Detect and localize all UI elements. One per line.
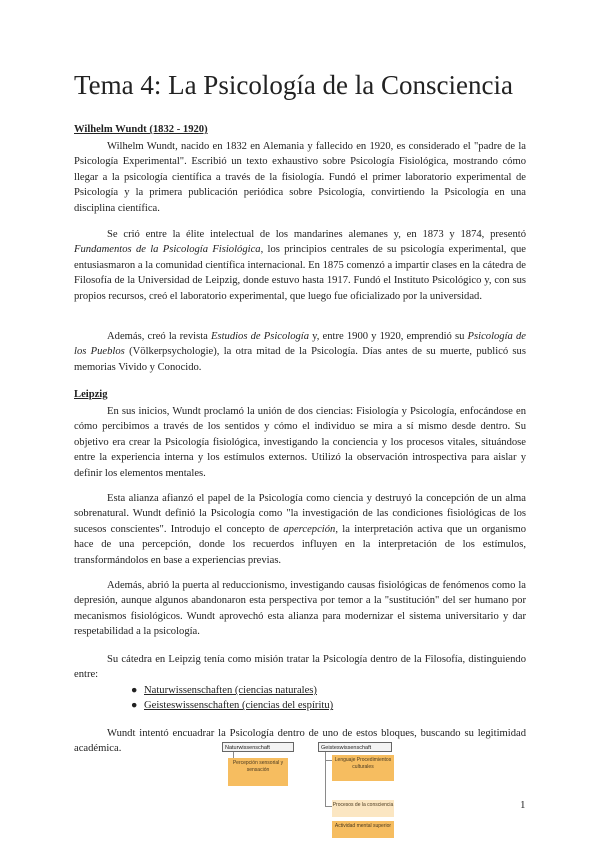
diagram-connector xyxy=(325,806,332,807)
science-list xyxy=(74,683,333,714)
paragraph-text: (Völkerpsychologie), la otra mitad de la Psicología. Días antes de su muerte, publicó sus memorias Vivido y Conocido. xyxy=(74,346,526,373)
journal-title: Estudios de Psicología xyxy=(210,331,310,342)
concept-term: apercepción xyxy=(283,523,336,535)
paragraph-leipzig-2 xyxy=(74,491,526,568)
paragraph-text: y, entre 1900 y 1920, emprendió su xyxy=(309,331,468,342)
diagram-box-actividad: Actividad mental superior xyxy=(332,821,394,838)
diagram-header-naturwissenschaft: Naturwissenschaft xyxy=(222,742,294,752)
diagram-box-lenguaje: Lenguaje Procedimientos culturales xyxy=(332,755,394,781)
paragraph-text: Se crió entre la élite intelectual de los mandarines alemanes y, en 1873 y 1874, presentó xyxy=(107,229,526,240)
paragraph-wundt-3 xyxy=(74,329,526,375)
paragraph-leipzig-4: Su cátedra en Leipzig tenía como misión tratar la Psicología dentro de la Filosofía, distinguiendo entre: xyxy=(74,654,526,681)
list-item-text: Naturwissenschaften (ciencias naturales) xyxy=(144,685,317,696)
paragraph-leipzig-5: Wundt intentó encuadrar la Psicología dentro de uno de estos bloques, buscando su legitimidad académica. xyxy=(74,728,526,755)
section-heading-wundt: Wilhelm Wundt (1832 - 1920) xyxy=(74,124,208,135)
diagram-box-procesos: Procesos de la consciencia xyxy=(332,800,394,817)
work-title: Psicología de los Pueblos xyxy=(74,331,526,358)
list-item xyxy=(74,698,333,713)
section-heading-leipzig: Leipzig xyxy=(74,389,108,400)
bullet-icon: ● xyxy=(131,685,138,696)
paragraph-leipzig-3: Además, abrió la puerta al reduccionismo, investigando causas fisiológicas de fenómenos como la depresión, aunque algunos abandonaron esta perspectiva por temor a la "sustitución" del ser humano por mecanismos fisiológicos. Wundt aprovechó esta alianza para modernizar el sistema universitario y dar respetabilidad a la psicología. xyxy=(74,580,526,638)
book-title: Fundamentos de la Psicología Fisiológica xyxy=(74,244,261,256)
page-number: 1 xyxy=(520,799,526,811)
paragraph-text: Además, creó la revista xyxy=(107,331,211,342)
diagram-header-geisteswissenschaft: Geisteswissenschaft xyxy=(318,742,392,752)
list-item-text: Geisteswissenschaften (ciencias del espíritu) xyxy=(144,700,334,712)
science-diagram xyxy=(222,742,416,848)
paragraph-leipzig-1: En sus inicios, Wundt proclamó la unión de dos ciencias: Fisiología y Psicología, enfocándose en cómo percibimos a través de los sentidos y cómo el individuo se mira a sí mismo desde dentro. Su objetivo era crear la Psicología fisiológica, investigando la conciencia y los procesos vitales, situándose entre la experiencia interna y los estímulos externos. Utilizó la observación introspectiva para aislar y definir los elementos mentales. xyxy=(74,406,526,479)
bullet-icon: ● xyxy=(131,700,138,712)
page-title: Tema 4: La Psicología de la Consciencia xyxy=(74,70,513,100)
diagram-connector xyxy=(325,760,332,761)
paragraph-wundt-1: Wilhelm Wundt, nacido en 1832 en Alemania y fallecido en 1920, es considerado el "padre de la Psicología Experimental". Escribió un texto exhaustivo sobre Psicología Fisiológica, mostrando cómo llegar a la psicología científica a través de la fisiología. Fundó el primer laboratorio experimental de Psicología y la primera publicación periódica sobre Psicología, convirtiendo la Psicología en una disciplina científica. xyxy=(74,141,526,214)
paragraph-text: Esta alianza afianzó el papel de la Psicología como ciencia y destruyó la concepción de un alma sobrenatural. Wundt definió la Psicología como "la investigación de las condiciones fisiológicas de los sucesos conscientes". Introdujo el concepto de xyxy=(74,493,526,535)
list-item xyxy=(74,683,333,698)
diagram-box-percepcion: Percepción sensorial y sensación xyxy=(228,758,288,786)
paragraph-text: , la interpretación activa que un organismo hace de una percepción, donde los recuerdos influyen en la interpretación de los estímulos, transformándolos en base a experiencias previas. xyxy=(74,523,526,566)
paragraph-wundt-2 xyxy=(74,227,526,304)
paragraph-text: , los principios centrales de su psicología experimental, que entusiasmaron a la comunidad científica internacional. En 1875 comenzó a impartir clases en la cátedra de Filosofía de la Universidad de Leipzig, donde estuvo hasta 1917. Fundó el Instituto Psicológico y, con sus propios recursos, creó el laboratorio experimental, que luego fue oficializado por la universidad. xyxy=(74,244,526,302)
